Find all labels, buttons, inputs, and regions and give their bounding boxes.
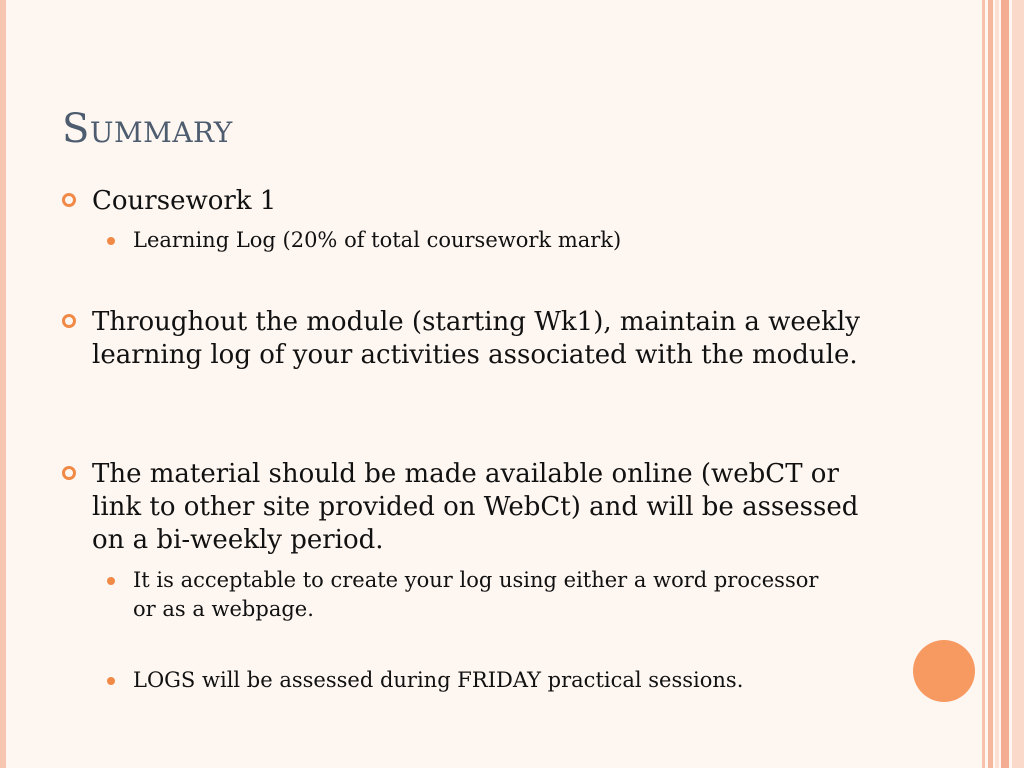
bullet-level-2 [133,566,833,624]
right-border-stripe [982,0,985,768]
bullet-text: It is acceptable to create your log using either a word processor or as a webpage. [133,568,819,621]
bullet-level-2 [133,666,833,695]
slide-title: Summary [62,106,233,152]
right-border-stripe [995,0,999,768]
decorative-circle [913,640,975,702]
dot-bullet-icon [107,237,115,245]
ring-bullet-icon [62,314,76,328]
bullet-text: Throughout the module (starting Wk1), maintain a weekly learning log of your activities associated with the module. [92,307,860,370]
right-border-stripe [1001,0,1009,768]
bullet-level-1 [92,306,892,372]
left-border-stripe [0,0,6,768]
right-border-stripe [1012,0,1024,768]
right-border-stripe [988,0,993,768]
ring-bullet-icon [62,466,76,480]
bullet-text: Learning Log (20% of total coursework mark) [133,228,622,252]
bullet-level-1 [92,458,892,557]
bullet-text: The material should be made available online (webCT or link to other site provided on WebCt) and will be assessed on a bi-weekly period. [92,459,859,555]
ring-bullet-icon [62,193,76,207]
bullet-text: Coursework 1 [92,186,277,216]
dot-bullet-icon [107,577,115,585]
bullet-level-1 [92,185,892,218]
dot-bullet-icon [107,677,115,685]
bullet-level-2 [133,226,833,255]
bullet-text: LOGS will be assessed during FRIDAY practical sessions. [133,668,744,692]
